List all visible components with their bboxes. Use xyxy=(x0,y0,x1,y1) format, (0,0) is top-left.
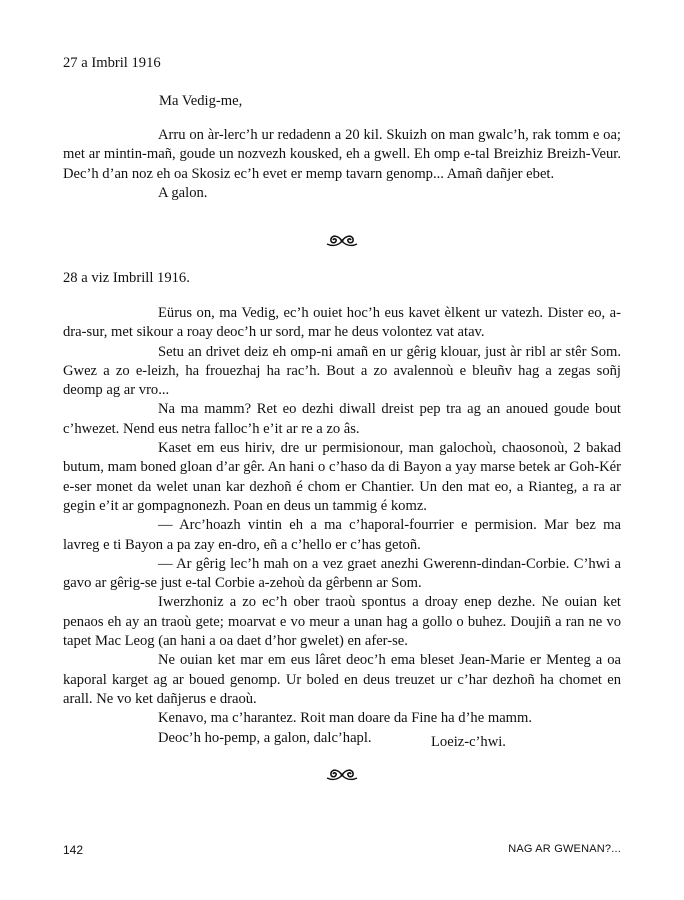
letter-1-paragraph: Arru on àr-lerc’h ur redadenn a 20 kil. Skuizh on man gwalc’h, rak tomm e oa; met ar mintin-mañ, goude un nozvezh kousked, eh a gwell. Eh omp e-tal Breizhiz Breizh-Veur. Dec’h d’an noz eh oa Skosiz ec’h evet er memp tavarn genomp... Amañ dañjer ebet. xyxy=(63,127,621,182)
letter-2-closing-line-1: Kenavo, ma c’harantez. Roit man doare da Fine ha d’he mamm. xyxy=(158,710,533,727)
letter-1-date: 27 a Imbril 1916 xyxy=(63,55,161,71)
letter-2-paragraph-7: Iwerzhoniz a zo ec’h ober traoù spontus a droay enep dezhe. Ne ouian ket penaos eh ay an traoù gete; moarvat e vo meur a unan hag a gollo o buhez. Doujiñ a ran ne vo tapet Mac Leog (an hani a oa daet d’hor gwelet) en afer-se. xyxy=(63,594,621,650)
letter-2-paragraph-8: Ne ouian ket mar em eus lâret deoc’h ema bleset Jean-Marie er Menteg a oa kaporal karget ag ar boued genomp. Ur boled en deus treuzet ur c’har dezhoñ ha chomet en arall. Ne vo ket dañjerus e draoù. xyxy=(63,652,621,707)
letter-2-date: 28 a viz Imbrill 1916. xyxy=(63,270,190,286)
letter-2-paragraph-2: Setu an drivet deiz eh omp-ni amañ en ur gêrig klouar, just àr ribl ar stêr Som. Gwez a zo e-leizh, ha frouezhaj ha rac’h. Bout a zo avalennoù e bleuñv hag a zegas soñj deomp ag ar vro... xyxy=(63,343,621,399)
letter-2-paragraph-6: — Ar gêrig lec’h mah on a vez graet anezhi Gwerenn-dindan-Corbie. C’hwi a gavo ar gêrig-se just e-tal Corbie a-zehoù da gêrbenn ar Som. xyxy=(63,555,621,592)
fleuron-ornament-icon xyxy=(323,233,361,248)
fleuron-ornament-icon xyxy=(323,767,361,782)
letter-1-salutation: Ma Vedig-me, xyxy=(159,93,243,109)
running-title: NAG AR GWENAN?... xyxy=(508,843,621,855)
page-number: 142 xyxy=(63,843,84,857)
section-divider xyxy=(0,233,684,249)
section-divider-bottom xyxy=(0,767,684,783)
letter-1-closing: A galon. xyxy=(158,184,208,201)
letter-2-paragraph-3: Na ma mamm? Ret eo dezhi diwall dreist pep tra ag an anoued goude bout c’hwezet. Nend eus netra falloc’h e’it ar re a zo âs. xyxy=(63,401,621,437)
letter-2-paragraph-1: Eürus on, ma Vedig, ec’h ouiet hoc’h eus kavet èlkent ur vatezh. Dister eo, a-dra-sur, met sikour a roay deoc’h ur sord, mar he deus volontez vat atav. xyxy=(63,305,621,341)
letter-2-body xyxy=(63,304,621,748)
letter-2-paragraph-5: — Arc’hoazh vintin eh a ma c’haporal-fourrier e permision. Mar bez ma lavreg e ti Bayon a pa zay en-dro, eñ a c’hello er c’has getoñ. xyxy=(63,517,621,553)
letter-2-signature: Loeiz-c’hwi. xyxy=(431,734,506,750)
letter-1-body xyxy=(63,126,621,203)
letter-2-closing-line-2: Deoc’h ho-pemp, a galon, dalc’hapl. xyxy=(158,729,372,746)
letter-2-paragraph-4: Kaset em eus hiriv, dre ur permisionour, man galochoù, chaosonoù, 2 bakad butum, mam boned gloan d’ar gêr. An hani o c’haso da di Bayon a yay marse betek ar Goh-Kér e-ser monet da welet unan kar dezhoñ é chom er Chantier. Un den mat eo, a Rianteg, a ra ar gegin e’it ar gompagnonezh. Poan en deus un tammig é komz. xyxy=(63,440,621,514)
